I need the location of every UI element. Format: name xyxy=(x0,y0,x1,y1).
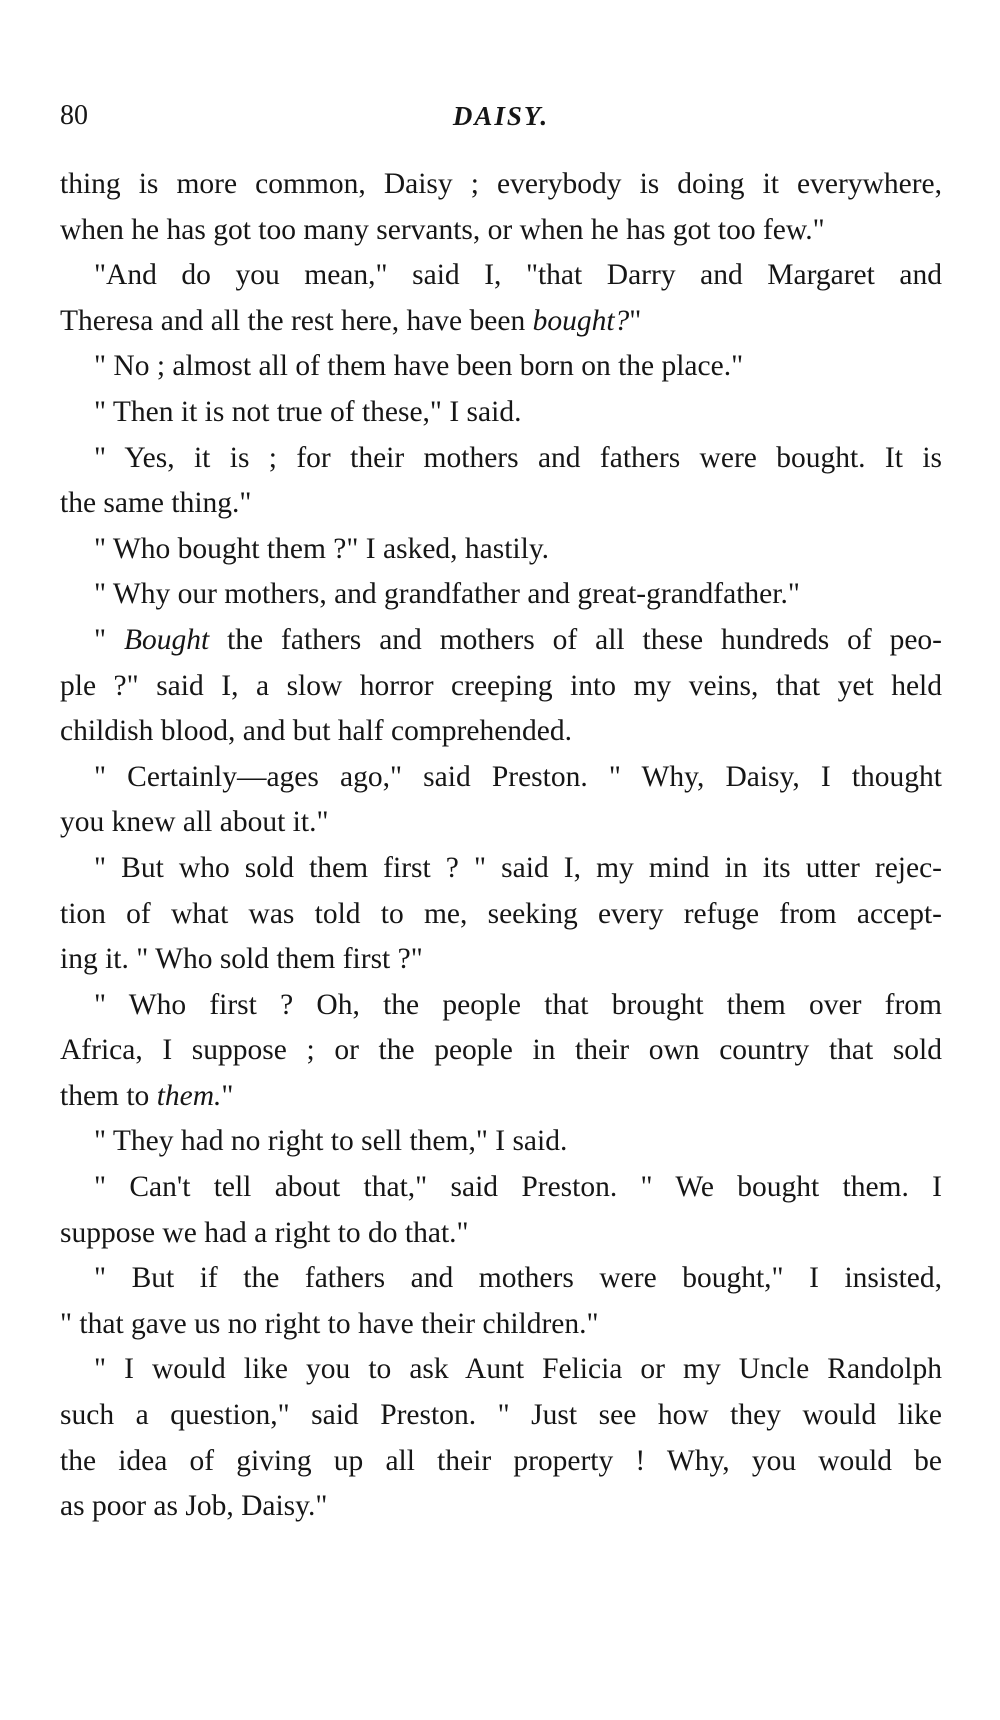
italic-word: Bought xyxy=(123,623,210,656)
text-line: when he has got too many servants, or when he has got too few." xyxy=(60,213,825,246)
paragraph xyxy=(60,846,942,983)
body-text xyxy=(60,162,942,1530)
text-line: " Why our mothers, and grandfather and great-grandfather." xyxy=(94,578,800,611)
text-line: " But who sold them first ? " said I, my mind in its utter rejec- xyxy=(94,851,942,884)
paragraph xyxy=(60,572,942,618)
text-line: the idea of giving up all their property ! Why, you would be xyxy=(60,1444,942,1477)
text-line: ple ?" said I, a slow horror creeping into my veins, that yet held xyxy=(60,669,942,702)
paragraph xyxy=(60,1119,942,1165)
text-line: " But if the fathers and mothers were bought," I insisted, xyxy=(94,1262,942,1295)
text-line: " Yes, it is ; for their mothers and fathers were bought. It is xyxy=(94,441,942,474)
text-line: you knew all about it." xyxy=(60,806,329,839)
text-line: " Who first ? Oh, the people that brought them over from xyxy=(94,988,942,1021)
paragraph xyxy=(60,253,942,344)
running-title: DAISY. xyxy=(452,101,550,131)
text-line: ing it. " Who sold them first ?" xyxy=(60,943,423,976)
text-line: Theresa and all the rest here, have been bought?" xyxy=(60,304,642,337)
paragraph xyxy=(60,436,942,527)
paragraph xyxy=(60,1165,942,1256)
text-line: " Then it is not true of these," I said. xyxy=(94,395,522,428)
italic-word: bought? xyxy=(532,304,630,337)
text-line: such a question," said Preston. " Just see how they would like xyxy=(60,1399,942,1432)
italic-word: them. xyxy=(156,1079,222,1112)
paragraph xyxy=(60,983,942,1120)
paragraph xyxy=(60,618,942,755)
text-line: suppose we had a right to do that." xyxy=(60,1216,469,1249)
text-line: childish blood, and but half comprehended. xyxy=(60,715,573,748)
paragraph xyxy=(60,527,942,573)
text-line: "And do you mean," said I, "that Darry and Margaret and xyxy=(94,259,942,292)
text-line: the same thing." xyxy=(60,487,252,520)
paragraph xyxy=(60,1347,942,1529)
text-line: " that gave us no right to have their children." xyxy=(60,1307,599,1340)
text-line: thing is more common, Daisy ; everybody is doing it everywhere, xyxy=(60,168,942,200)
running-head xyxy=(60,96,942,136)
text-line: " No ; almost all of them have been born on the place." xyxy=(94,350,744,383)
text-line: " Bought the fathers and mothers of all these hundreds of peo- xyxy=(94,623,942,656)
paragraph xyxy=(60,162,942,253)
text-line: " I would like you to ask Aunt Felicia or my Uncle Randolph xyxy=(94,1353,942,1386)
text-line: " Certainly—ages ago," said Preston. " Why, Daisy, I thought xyxy=(94,760,942,793)
text-line: " They had no right to sell them," I said. xyxy=(94,1125,568,1158)
paragraph xyxy=(60,755,942,846)
text-line: tion of what was told to me, seeking every refuge from accept- xyxy=(60,897,942,930)
text-line: " Who bought them ?" I asked, hastily. xyxy=(94,532,550,565)
paragraph xyxy=(60,390,942,436)
text-line: them to them." xyxy=(60,1079,234,1112)
paragraph xyxy=(60,1256,942,1347)
text-line: as poor as Job, Daisy." xyxy=(60,1490,328,1523)
text-line: " Can't tell about that," said Preston. " We bought them. I xyxy=(94,1171,942,1204)
paragraph xyxy=(60,344,942,390)
page-number: 80 xyxy=(60,100,88,131)
text-line: Africa, I suppose ; or the people in their own country that sold xyxy=(60,1034,942,1067)
